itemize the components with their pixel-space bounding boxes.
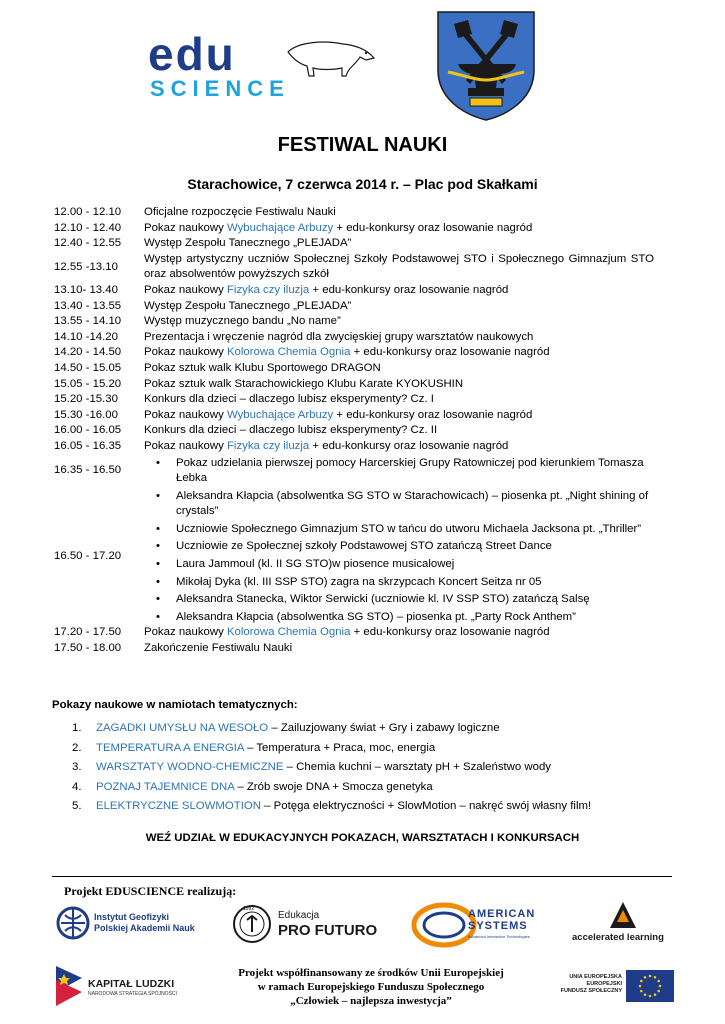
pokazy-heading: Pokazy naukowe w namiotach tematycznych: (52, 699, 298, 711)
schedule-row (54, 361, 654, 377)
schedule-time: 17.50 - 18.00 (54, 642, 122, 655)
schedule-time: 15.05 - 15.20 (54, 377, 122, 390)
schedule-desc: Zakończenie Festiwalu Nauki (144, 642, 293, 655)
schedule-row (54, 439, 654, 455)
schedule-row (54, 283, 654, 299)
schedule-desc: Prezentacja i wręczenie nagród dla zwycięskiej grupy warsztatów naukowych (144, 330, 534, 343)
schedule-desc: Pokaz naukowy Fizyka czy iluzja + edu-konkursy oraz losowanie nagród (144, 439, 509, 452)
schedule-time: 12.10 - 12.40 (54, 221, 122, 234)
schedule-desc: Pokaz naukowy Kolorowa Chemia Ognia + edu-konkursy oraz losowanie nagród (144, 346, 550, 359)
schedule-row (54, 641, 654, 657)
schedule-row (54, 314, 654, 330)
schedule-row (54, 489, 654, 626)
schedule-desc: Występ Zespołu Tanecznego „PLEJADA” (144, 299, 352, 312)
schedule-desc: Konkurs dla dzieci – dlaczego lubisz eksperymenty? Cz. II (144, 424, 438, 437)
list-number: 3. (72, 761, 82, 774)
list-item: 2. TEMPERATURA A ENERGIA – Temperatura + Praca, moc, energia (72, 742, 672, 762)
schedule-desc: Występ Zespołu Tanecznego „PLEJADA” (144, 237, 352, 250)
schedule-row (54, 236, 654, 252)
logo-science-text: SCIENCE (150, 76, 290, 100)
schedule-row (54, 392, 654, 408)
schedule-time: 16.50 - 17.20 (54, 550, 122, 563)
tent-name: ZAGADKI UMYSŁU NA WESOŁO (96, 722, 269, 734)
schedule-row (54, 299, 654, 315)
event-subtitle: Starachowice, 7 czerwca 2014 r. – Plac pod Skałkami (187, 176, 538, 192)
list-item: 3. WARSZTATY WODNO-CHEMICZNE – Chemia kuchni – warsztaty pH + Szaleństwo wody (72, 761, 672, 781)
list-item: • Aleksandra Stanecka, Wiktor Serwicki (uczniowie kl. IV SSP STO) zatańczą Salsę (144, 592, 654, 608)
schedule-desc: Konkurs dla dzieci – dlaczego lubisz eksperymenty? Cz. I (144, 393, 434, 406)
list-item: 5. ELEKTRYCZNE SLOWMOTION – Potęga elektryczności + SlowMotion – nakręć swój własny film! (72, 800, 672, 820)
schedule-time: 16.00 - 16.05 (54, 424, 122, 437)
list-number: 2. (72, 741, 82, 754)
list-item: • Aleksandra Kłapcia (absolwentka SG STO) – piosenka pt. „Party Rock Anthem” (144, 610, 654, 626)
schedule-time: 17.20 - 17.50 (54, 626, 122, 639)
schedule-row (54, 330, 654, 346)
pokazy-list (72, 722, 672, 820)
schedule-row (54, 423, 654, 439)
schedule-time: 12.00 - 12.10 (54, 206, 122, 218)
american-systems-logo: AMERICAN SYSTEMS Advanced Interactive Technologies (410, 902, 544, 948)
footer-divider (52, 876, 672, 877)
schedule-time: 14.20 - 14.50 (54, 346, 122, 359)
globe-icon (56, 906, 90, 940)
triangle-logo-icon (608, 900, 638, 930)
schedule-time: 13.10- 13.40 (54, 283, 118, 296)
bullet-list (144, 489, 654, 626)
eduscience-logo (148, 30, 378, 100)
list-item: 4. POZNAJ TAJEMNICE DNA – Zrób swoje DNA + Smocza genetyka (72, 781, 672, 801)
schedule-time: 16.05 - 16.35 (54, 439, 122, 452)
schedule-row (54, 455, 654, 487)
logo-edu-text: edu (148, 30, 236, 80)
schedule-row (54, 345, 654, 361)
starachowice-crest (436, 10, 536, 122)
schedule-row (54, 625, 654, 641)
accelerated-learning-logo: accelerated learning (570, 900, 680, 946)
list-item: • Uczniowie ze Społecznej szkoły Podstawowej STO zatańczą Street Dance (144, 539, 654, 555)
list-item: • Pokaz udzielania pierwszej pomocy Harcerskiej Grupy Ratowniczej pod kierunkiem Tomasza Łebka (144, 456, 654, 487)
igf-pan-logo: Instytut Geofizyki Polskiej Akademii Nauk (56, 906, 216, 946)
schedule-time: 15.20 -15.30 (54, 393, 118, 406)
schedule-time: 12.55 -13.10 (54, 260, 118, 273)
cofinancing-note: Projekt współfinansowany ze środków Unii Europejskiej w ramach Europejskiego Funduszu Społecznego „Człowiek – najlepsza inwestycja” (238, 967, 504, 1007)
schedule-row (54, 205, 654, 221)
list-item: 1. ZAGADKI UMYSŁU NA WESOŁO – Zailuzjowany świat + Gry i zabawy logiczne (72, 722, 672, 742)
eu-flag-icon (626, 970, 674, 1002)
kapital-ludzki-logo: KAPITAŁ LUDZKI NARODOWA STRATEGIA SPÓJNOŚCI (54, 962, 194, 1014)
schedule-time: 14.10 -14.20 (54, 330, 118, 343)
footer-label: Projekt EDUSCIENCE realizują: (64, 884, 237, 898)
page-title: FESTIWAL NAUKI (277, 134, 448, 156)
schedule-desc: Pokaz naukowy Fizyka czy iluzja + edu-konkursy oraz losowanie nagród (144, 283, 509, 296)
list-item: • Laura Jammoul (kl. II SG STO)w piosence musicalowej (144, 557, 654, 573)
pro-futuro-logo: 1992 Edukacja PRO FUTURO (232, 904, 392, 946)
schedule-desc: Występ artystyczny uczniów Społecznej Szkoły Podstawowej STO i Społecznego Gimnazjum STO oraz absolwentów powyższych szkół (144, 252, 654, 281)
schedule-desc: Pokaz naukowy Kolorowa Chemia Ognia + edu-konkursy oraz losowanie nagród (144, 626, 550, 639)
schedule-time: 15.30 -16.00 (54, 408, 118, 421)
schedule-row (54, 252, 654, 283)
schedule-time: 12.40 - 12.55 (54, 237, 122, 250)
eu-esf-logo: UNIA EUROPEJSKA EUROPEJSKI FUNDUSZ SPOŁECZNY (560, 966, 678, 1006)
schedule (54, 205, 654, 657)
schedule-desc: Oficjalne rozpoczęcie Festiwalu Nauki (144, 206, 336, 218)
call-to-action: WEŹ UDZIAŁ W EDUKACYJNYCH POKAZACH, WARSZTATACH I KONKURSACH (145, 832, 580, 844)
schedule-desc: Pokaz sztuk walk Klubu Sportowego DRAGON (144, 361, 381, 374)
tent-name: POZNAJ TAJEMNICE DNA (96, 780, 235, 793)
tent-name: ELEKTRYCZNE SLOWMOTION (96, 800, 261, 813)
schedule-time: 13.55 - 14.10 (54, 315, 122, 328)
tent-name: TEMPERATURA A ENERGIA (96, 741, 244, 754)
schedule-row (54, 408, 654, 424)
schedule-time: 14.50 - 15.05 (54, 361, 122, 374)
flag-star-icon (54, 964, 84, 1008)
list-item: • Mikołaj Dyka (kl. III SSP STO) zagra na skrzypcach Koncert Seitza nr 05 (144, 575, 654, 591)
list-number: 4. (72, 780, 82, 793)
bullet-list (144, 455, 654, 487)
list-number: 1. (72, 722, 82, 734)
tent-name: WARSZTATY WODNO-CHEMICZNE (96, 761, 284, 774)
schedule-desc: Występ muzycznego bandu „No name” (144, 315, 341, 328)
schedule-time: 13.40 - 13.55 (54, 299, 122, 312)
schedule-time: 16.35 - 16.50 (54, 463, 122, 476)
list-item: • Aleksandra Kłapcia (absolwentka SG STO w Starachowicach) – piosenka pt. „Night shining of crystals” (144, 489, 654, 520)
list-item: • Uczniowie Społecznego Gimnazjum STO w tańcu do utworu Michaela Jacksona pt. „Thriller” (144, 522, 654, 538)
schedule-desc: Pokaz naukowy Wybuchające Arbuzy + edu-konkursy oraz losowanie nagród (144, 221, 533, 234)
list-number: 5. (72, 800, 82, 813)
schedule-row (54, 221, 654, 237)
polar-bear-icon (288, 42, 374, 76)
schedule-row (54, 377, 654, 393)
schedule-desc: Pokaz naukowy Wybuchające Arbuzy + edu-konkursy oraz losowanie nagród (144, 408, 533, 421)
schedule-desc: Pokaz sztuk walk Starachowickiego Klubu Karate KYOKUSHIN (144, 377, 464, 390)
